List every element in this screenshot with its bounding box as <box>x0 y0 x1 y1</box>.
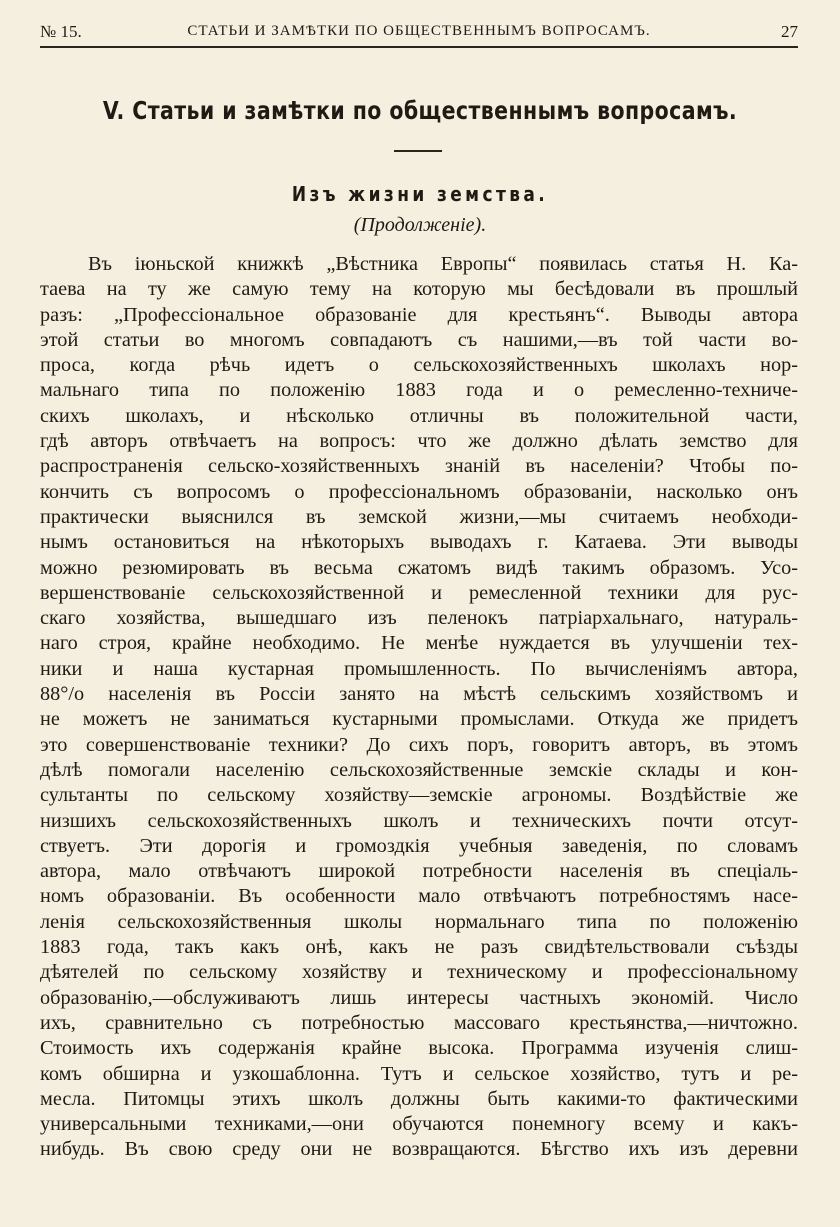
running-title: СТАТЬИ И ЗАМѢТКИ ПО ОБЩЕСТВЕННЫМЪ ВОПРОСАМЪ. <box>187 23 651 39</box>
text-line: скихъ школахъ, и нѣсколько отличны въ положительной части, <box>40 404 798 427</box>
issue-number: № 15. <box>40 22 82 41</box>
text-line: наго строя, крайне необходимо. Не менѣе нуждается въ улучшеніи тех- <box>40 632 798 655</box>
text-line: таева на ту же самую тему на которую мы бесѣдовали въ прошлый <box>40 278 798 301</box>
text-line: Стоимость ихъ содержанія крайне высока. Программа изученія слиш- <box>40 1037 798 1060</box>
text-line: номъ образованіи. Въ особенности мало отвѣчаютъ потребностямъ насе- <box>40 885 798 908</box>
text-line: ихъ, сравнительно съ потребностью массоваго крестьянства,—ничтожно. <box>40 1011 798 1034</box>
text-line: можно резюмировать въ весьма сжатомъ видѣ такимъ образомъ. Усо- <box>40 556 798 579</box>
text-line: низшихъ сельскохозяйственныхъ школъ и техническихъ почти отсут- <box>40 809 798 832</box>
article-title: Изъ жизни земства. <box>291 182 549 206</box>
text-line: проса, когда рѣчь идетъ о сельскохозяйственныхъ школахъ нор- <box>40 354 798 377</box>
text-line: ленія сельскохозяйственныя школы нормальнаго типа по положенію <box>40 910 798 933</box>
text-line: разъ: „Профессіональное образованіе для крестьянъ“. Выводы автора <box>40 303 798 326</box>
text-line: мальнаго типа по положенію 1883 года и о ремесленно-техниче- <box>40 379 798 402</box>
page-number: 27 <box>781 22 798 41</box>
text-line: 1883 года, такъ какъ онѣ, какъ не разъ свидѣтельствовали съѣзды <box>40 936 798 959</box>
text-line: дѣятелей по сельскому хозяйству и техническому и профессіональному <box>40 961 798 984</box>
text-line: нымъ остановиться на нѣкоторыхъ выводахъ г. Катаева. Эти выводы <box>40 531 798 554</box>
text-line: практически выяснился въ земской жизни,—мы считаемъ необходи- <box>40 505 798 528</box>
text-line: этой статьи во многомъ совпадаютъ съ нашими,—въ той части во- <box>40 328 798 351</box>
text-line: ствуетъ. Эти дорогія и громоздкія учебныя заведенія, по словамъ <box>40 834 798 857</box>
text-line: автора, мало отвѣчаютъ широкой потребности населенія въ спеціаль- <box>40 860 798 883</box>
text-line: распространенія сельско-хозяйственныхъ знаній въ населеніи? Чтобы по- <box>40 455 798 478</box>
continuation-note: (Продолженіе). <box>353 214 487 236</box>
text-line: это совершенствованіе техники? До сихъ поръ, говоритъ авторъ, въ этомъ <box>40 733 798 756</box>
text-line: ники и наша кустарная промышленность. По вычисленіямъ автора, <box>40 657 798 680</box>
text-line: вершенствованіе сельскохозяйственной и ремесленной техники для рус- <box>40 581 798 604</box>
running-header <box>40 20 798 48</box>
article-body <box>40 252 798 1163</box>
text-line: универсальными техниками,—они обучаются понемногу всему и какъ- <box>40 1113 798 1136</box>
text-line: комъ обширна и узкошаблонна. Тутъ и сельское хозяйство, тутъ и ре- <box>40 1062 798 1085</box>
text-line: нибудь. Въ свою среду они не возвращаются. Бѣгство ихъ изъ деревни <box>40 1138 798 1161</box>
section-title: V. Статьи и замѣтки по общественнымъ вопросамъ. <box>102 96 738 125</box>
text-line: 88°/о населенія въ Россіи занято на мѣстѣ сельскимъ хозяйствомъ и <box>40 683 798 706</box>
text-line: дѣлѣ помогали населенію сельскохозяйственные земскіе склады и кон- <box>40 758 798 781</box>
text-line: скаго хозяйства, вышедшаго изъ пеленокъ патріархальнаго, натураль- <box>40 607 798 630</box>
text-line: гдѣ авторъ отвѣчаетъ на вопросъ: что же должно дѣлать земство для <box>40 430 798 453</box>
text-line: не можетъ не заниматься кустарными промыслами. Откуда же придетъ <box>40 708 798 731</box>
text-line: образованію,—обслуживаютъ лишь интересы частныхъ экономій. Число <box>40 986 798 1009</box>
divider <box>394 150 442 152</box>
text-line: сультанты по сельскому хозяйству—земскіе агрономы. Воздѣйствіе же <box>40 784 798 807</box>
text-line: кончить съ вопросомъ о профессіональномъ образованіи, насколько онъ <box>40 480 798 503</box>
text-line: Въ іюньской книжкѣ „Вѣстника Европы“ появилась статья Н. Ка- <box>88 253 798 275</box>
text-line: месла. Питомцы этихъ школъ должны быть какими-то фактическими <box>40 1087 798 1110</box>
